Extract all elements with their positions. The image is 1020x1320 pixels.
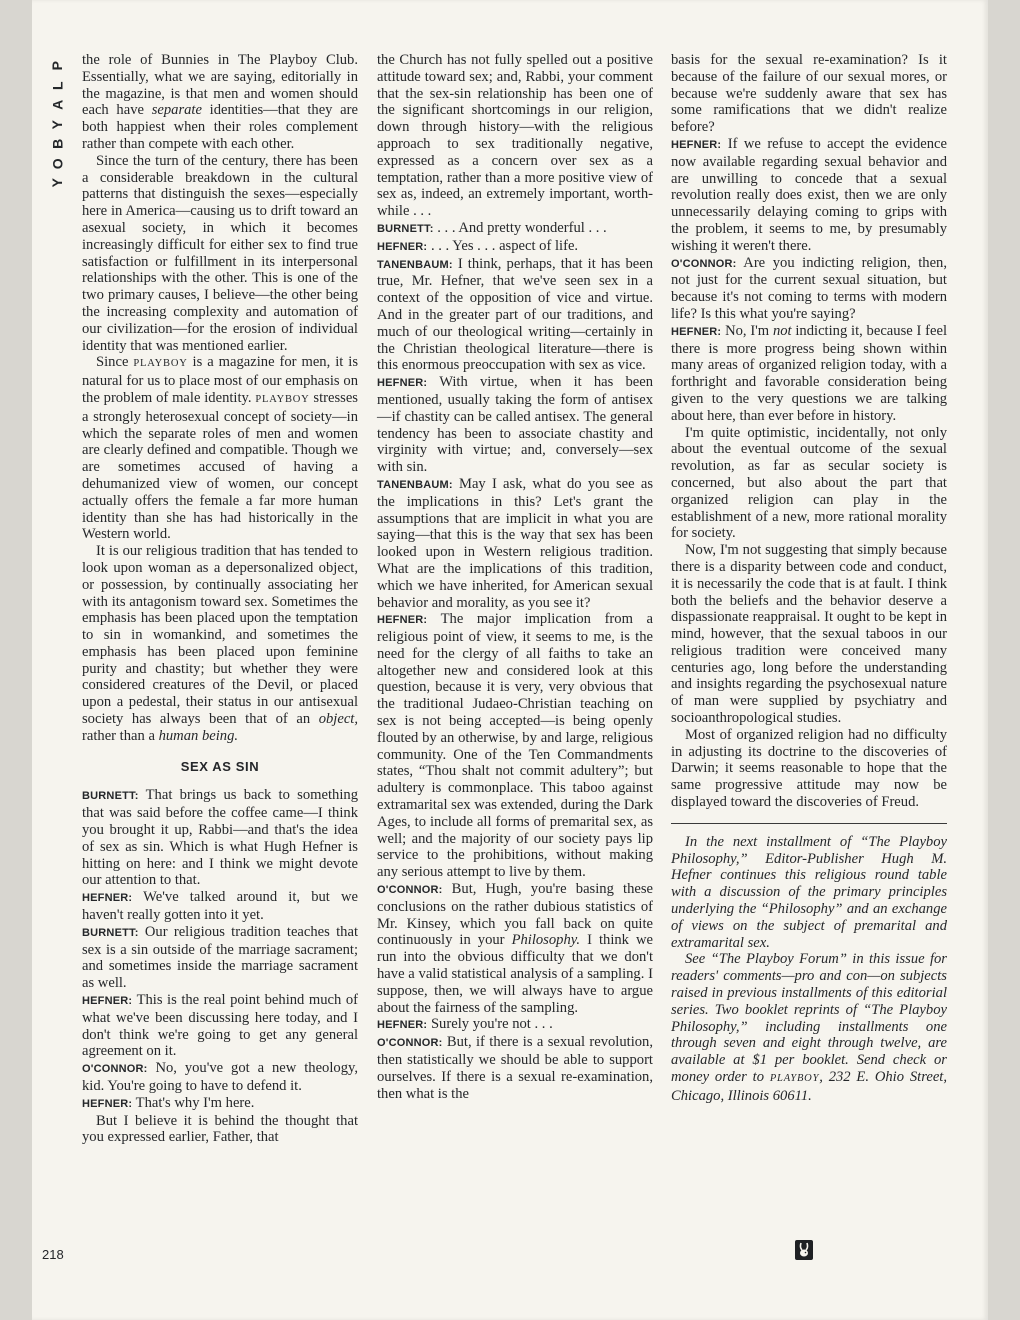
dialogue-line: HEFNER: This is the real point behind much of what we've been discussing here today, and I don't think we're going to get any general agreement on it.: [82, 992, 358, 1060]
dialogue-line: TANENBAUM: I think, perhaps, that it has been true, Mr. Hefner, that we've seen sex in a context of the opposition of vice and virtue. And in the greater part of our traditions, and much of our theological writing—certainly in the Christian theological literature—there is this enormous preoccupation with sex as vice.: [377, 255, 653, 374]
bunny-end-mark-icon: [795, 1240, 813, 1260]
dialogue-line: HEFNER: No, I'm not indicting it, because I feel there is more progress being shown within many areas of organized religion today, with a forthright and favorable consideration being given to the very questions we are talking about here, than ever before in history.: [671, 322, 947, 424]
masthead-letter: O: [49, 157, 66, 169]
speaker-label: BURNETT:: [377, 222, 434, 235]
paragraph: the role of Bunnies in The Playboy Club. Essentially, what we are saying, editorially in the magazine, is that men and women should each have separate identities—that they are both happiest when their roles complement rather than compete with each other.: [82, 52, 358, 152]
dialogue-line: BURNETT: . . . And pretty wonderful . . .: [377, 219, 607, 236]
speaker-label: HEFNER:: [377, 1019, 428, 1032]
dialogue-line: HEFNER: With virtue, when it has been mentioned, usually taking the form of antisex—if chastity can be called antisex. The general tendency has been to associate chastity and virginity with virtue; and, conversely—sex with sin.: [377, 374, 653, 476]
paragraph: Now, I'm not suggesting that simply because there is a disparity between code and conduct, it is necessarily the code that is at fault. I think both the beliefs and the behavior deserve a dispassionate reappraisal. It ought to be kept in mind, however, that the sexual taboos in our religious tradition were conceived many centuries ago, long before the understanding and insights regarding the psychosexual nature of man were supplied by psychiatry and socioanthropological studies.: [671, 542, 947, 727]
masthead-letter: Y: [49, 119, 66, 129]
speaker-label: HEFNER:: [671, 325, 722, 338]
dialogue-line: O'CONNOR: No, you've got a new theology, kid. You're going to have to defend it.: [82, 1060, 358, 1095]
speaker-label: HEFNER:: [82, 892, 133, 905]
masthead-letter: B: [49, 138, 66, 149]
divider-rule: [671, 823, 947, 824]
speaker-label: O'CONNOR:: [671, 257, 737, 270]
speaker-label: O'CONNOR:: [82, 1063, 148, 1076]
speaker-label: HEFNER:: [82, 1097, 133, 1110]
speaker-label: BURNETT:: [82, 790, 139, 803]
dialogue-line: HEFNER: If we refuse to accept the evidence now available regarding sexual behavior and are unwilling to concede that a sexual revolution really does exist, then we are only unnecessarily delaying coming to grips with the problem, it seems to me, by presumably wishing it weren't there.: [671, 135, 947, 254]
masthead-letter: A: [49, 99, 66, 110]
speaker-label: HEFNER:: [377, 240, 428, 253]
paragraph: I'm quite optimistic, incidentally, not only about the eventual outcome of the sexual revolution, as far as secular society is concerned, but also about the part that organized religion can play in the establishment of a new, more rational morality for society.: [671, 424, 947, 542]
masthead-letter: P: [49, 61, 66, 71]
paragraph: But I believe it is behind the thought that you expressed earlier, Father, that: [82, 1112, 358, 1146]
dialogue-line: HEFNER: Surely you're not . . .: [377, 1016, 553, 1033]
speaker-label: TANENBAUM:: [377, 258, 453, 271]
speaker-label: HEFNER:: [82, 995, 133, 1008]
masthead-letter: L: [49, 80, 66, 90]
editor-note: In the next installment of “The Playboy Philosophy,” Editor-Publisher Hugh M. Hefner continues this religious round table with a discussion of the primary principles underlying the “Philosophy” and an exchange of views on the subject of premarital and extramarital sex.: [671, 833, 947, 951]
text-column-2: [377, 52, 653, 1102]
dialogue-line: BURNETT: Our religious tradition teaches that sex is a sin outside of the marriage sacrament; and sometimes inside the marriage sacrament as well.: [82, 923, 358, 992]
dialogue-line: O'CONNOR: But, Hugh, you're basing these conclusions on the rather dubious statistics of Mr. Kinsey, which you fall back on quite continuously in your Philosophy. I think we run into the obvious difficulty that we don't have a valid statistical analysis of a sampling. I suppose, then, we will always have to argue about the fairness of the sampling.: [377, 881, 654, 1016]
dialogue-line: O'CONNOR: Are you indicting religion, then, not just for the current sexual situation, but because it's not coming to terms with modern life? Is this what you're saying?: [671, 254, 947, 322]
dialogue-line: O'CONNOR: But, if there is a sexual revolution, then statistically we should be able to support ourselves. If there is a sexual re-examination, then what is the: [377, 1034, 653, 1102]
paragraph: Since the turn of the century, there has been a considerable breakdown in the cultural patterns that distinguish the sexes—especially here in America—causing us to drift toward an asexual society, in which it becomes increasingly difficult for either sex to find true satisfaction or fulfillment in its interpersonal relationships with the other. This is one of the two primary causes, I believe—the other being the increasing complexity and automation of our civilization—for the erosion of individual identity that was mentioned earlier.: [82, 152, 358, 354]
speaker-label: HEFNER:: [671, 138, 722, 151]
speaker-label: HEFNER:: [377, 377, 428, 390]
dialogue-line: TANENBAUM: May I ask, what do you see as the implications in this? Let's grant the assumptions that are implicit in what you are saying—that this is the way that sex has been looked upon in Western religious tradition. What are the implications of this tradition, which we have inherited, for American sexual behavior and morality, as you see it?: [377, 475, 653, 611]
editor-note: See “The Playboy Forum” in this issue for readers' comments—pro and con—on subjects raised in previous installments of this editorial series. Two booklet reprints of “The Playboy Philosophy,” including installments one through seven and eight through twelve, are available at $1 per booklet. Send check or money order to PLAYBOY, 232 E. Ohio Street, Chicago, Illinois 60611.: [671, 951, 947, 1104]
page-number: 218: [42, 1247, 64, 1262]
dialogue-line: BURNETT: That brings us back to something that was said before the coffee came—I think you brought it up, Rabbi—and that's the idea of sex as sin. Which is what Hugh Hefner is hitting on here: and I think we might devote our attention to that.: [82, 787, 358, 889]
speaker-label: BURNETT:: [82, 926, 139, 939]
dialogue-line: HEFNER: . . . Yes . . . aspect of life.: [377, 237, 579, 254]
paragraph: basis for the sexual re-examination? Is it because of the failure of our sexual mores, or because we're suddenly aware that sex has some ramifications that we didn't realize before?: [671, 52, 947, 136]
masthead-letter: Y: [49, 178, 66, 188]
dialogue-line: HEFNER: The major implication from a religious point of view, it seems to me, is the need for the clergy of all faiths to take an altogether new and considered look at this question, because it is very, very obvious that the traditional Judaeo-Christian teaching on sex is not being accepted—is being openly flouted by an otherwise, by and large, religious community. One of the Ten Commandments states, “Thou shalt not commit adultery”; but adultery is commonplace. This taboo against extramarital sex was extended, during the Dark Ages, to include all forms of premarital sex, as well; and the majority of our society pays lip service to the prohibitions, without making any serious attempt to live by them.: [377, 611, 653, 881]
dialogue-line: HEFNER: We've talked around it, but we haven't really gotten into it yet.: [82, 889, 358, 924]
paragraph: the Church has not fully spelled out a positive attitude toward sex; and, Rabbi, your comment that the sex-sin relationship has been one of the significant shortcomings in our religion, down through history—with the religious approach to sex traditionally negative, expressed as a concern over sex as a temptation, rather than a more positive view of sex as, indeed, an extremely important, worth-while . . .: [377, 52, 653, 220]
paragraph: It is our religious tradition that has tended to look upon woman as a depersonalized object, or possession, by continually associating her with its antagonism toward sex. Sometimes the emphasis has been placed upon the temptation to sin in womankind, and sometimes the emphasis has been placed upon feminine purity and chastity; but whether they were considered creatures of the Devil, or placed upon a pedestal, their status in our antisexual society has always been that of an object, rather than a human being.: [82, 543, 358, 744]
dialogue-line: HEFNER: That's why I'm here.: [82, 1094, 255, 1111]
speaker-label: TANENBAUM:: [377, 478, 453, 491]
text-column-3: [671, 52, 947, 1105]
speaker-label: O'CONNOR:: [377, 1037, 443, 1050]
paragraph: Since PLAYBOY is a magazine for men, it is natural for us to place most of our emphasis on the problem of male identity. PLAYBOY stresses a strongly heterosexual concept of society—in which the separate roles of men and women are clearly defined and compatible. Though we are sometimes accused of having a dehumanized view of women, our concept actually offers the female a far more human identity than she has had historically in the Western world.: [82, 354, 358, 543]
speaker-label: HEFNER:: [377, 614, 428, 627]
section-heading: SEX AS SIN: [180, 758, 260, 774]
playboy-vertical-masthead: [48, 56, 68, 193]
text-column-1: [82, 52, 358, 1146]
paragraph: Most of organized religion had no difficulty in adjusting its doctrine to the discoveries of Darwin; it seems reasonable to hope that the same progressive attitude may now be displayed toward the discoveries of Freud.: [671, 726, 947, 811]
speaker-label: O'CONNOR:: [377, 884, 443, 897]
